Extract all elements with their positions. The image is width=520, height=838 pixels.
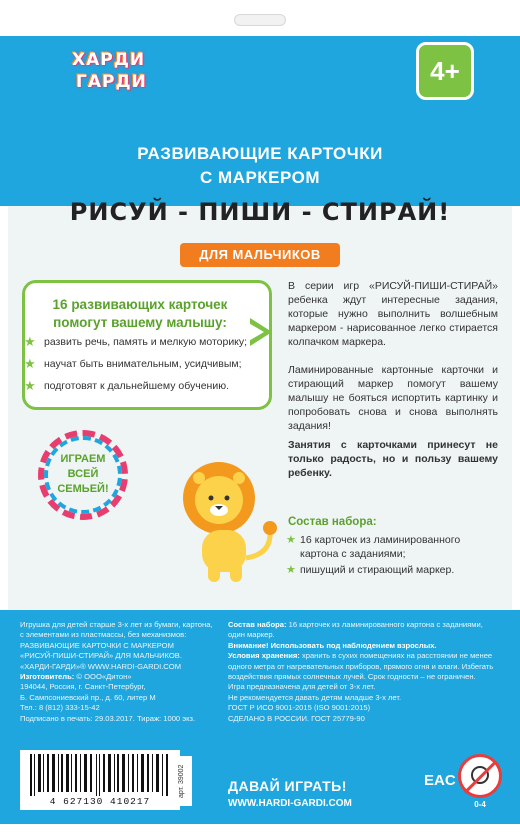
star-icon: ★ <box>286 564 296 576</box>
hang-hole <box>234 14 286 26</box>
legal-right-line: Не рекомендуется давать детям младше 3-х лет. <box>228 692 402 702</box>
composition-value: 16 карточек из ламинированного картона с заданиями, один маркер. <box>228 620 483 640</box>
benefit-item <box>24 378 274 393</box>
barcode <box>20 750 180 810</box>
manufacturer-label: Изготовитель: <box>20 672 75 682</box>
legal-right-line <box>228 641 500 651</box>
family-play-stamp <box>38 430 128 520</box>
series-title <box>60 142 460 190</box>
stamp-line-2: ВСЕЙ <box>67 468 99 480</box>
storage-label: Условия хранения: <box>228 651 300 661</box>
legal-info-right <box>228 620 500 724</box>
benefit-item <box>24 356 274 371</box>
star-icon: ★ <box>286 534 296 546</box>
legal-right-line: Игра предназначена для детей от 3-х лет. <box>228 682 376 692</box>
benefits-title: 16 развивающих карточек помогут вашему малышу: <box>52 297 228 330</box>
description-paragraph-1: В серии игр «РИСУЙ-ПИШИ-СТИРАЙ» ребенка ждут интересные задания, которые нужно выполнить волшебным маркером - нарисованное легко стирается колпачком маркера. <box>288 280 498 348</box>
composition-title: Состав набора: <box>288 516 377 528</box>
legal-left-line: Б. Сампсониевский пр., д. 60, литер М <box>20 692 156 702</box>
star-icon: ★ <box>24 356 36 371</box>
lion-illustration <box>174 458 284 588</box>
legal-left-line: «ХАРДИ-ГАРДИ»® WWW.HARDI-GARDI.COM <box>20 661 182 671</box>
legal-left-line: РАЗВИВАЮЩИЕ КАРТОЧКИ С МАРКЕРОМ <box>20 640 174 650</box>
legal-info-left <box>20 620 220 724</box>
description-paragraph-2: Ламинированные картонные карточки и стирающий маркер помогут вашему малышу не бояться испортить картинку и попробовать снова и снова выполнять задания! <box>288 364 498 432</box>
stamp-line-1: ИГРАЕМ <box>60 453 106 465</box>
product-name: РИСУЙ - ПИШИ - СТИРАЙ! <box>69 198 451 226</box>
age-badge: 4+ <box>416 42 474 100</box>
age-warning-label: 0-4 <box>474 800 486 809</box>
benefit-text: подготовят к дальнейшему обучению. <box>44 380 230 392</box>
legal-right-line <box>228 651 500 682</box>
composition-text: пишущий и стирающий маркер. <box>300 564 455 576</box>
legal-left-line: «РИСУЙ-ПИШИ-СТИРАЙ» ДЛЯ МАЛЬЧИКОВ. <box>20 651 182 661</box>
barcode-number: 4 627130 410217 <box>49 796 151 807</box>
composition-item <box>286 533 500 561</box>
eac-mark: EAC <box>424 772 456 789</box>
legal-left-line: Подписано в печать: 29.03.2017. Тираж: 1000 экз. <box>20 713 196 723</box>
legal-left-line: с элементами из пластмассы, без механизмов: <box>20 630 187 640</box>
benefit-text: научат быть внимательным, усидчивым; <box>44 358 242 370</box>
lets-play-slogan: ДАВАЙ ИГРАТЬ! <box>228 778 347 794</box>
benefit-item <box>24 334 274 349</box>
age-warning-icon <box>458 754 502 798</box>
series-title-line-1: РАЗВИВАЮЩИЕ КАРТОЧКИ <box>137 144 383 163</box>
website-url: WWW.HARDI-GARDI.COM <box>228 798 352 809</box>
legal-right-line <box>228 620 500 641</box>
legal-left-line: 194044, Россия, г. Санкт-Петербург, <box>20 682 146 692</box>
legal-right-line: СДЕЛАНО В РОССИИ. ГОСТ 25779-90 <box>228 713 365 723</box>
manufacturer-value: © ООО«Дитон» <box>74 672 132 682</box>
legal-left-line: Игрушка для детей старше 3-х лет из бумаги, картона, <box>20 620 213 629</box>
stamp-text <box>46 452 120 497</box>
composition-text: 16 карточек из ламинированного картона с заданиями; <box>300 534 461 560</box>
barcode-bars <box>28 754 172 796</box>
logo-line-2: ГАРДИ <box>76 72 147 92</box>
stamp-line-3: СЕМЬЕЙ! <box>57 483 109 495</box>
series-title-line-2: С МАРКЕРОМ <box>200 168 320 187</box>
warning-text: Внимание! Использовать под наблюдением взрослых. <box>228 640 437 650</box>
composition-item <box>286 563 500 577</box>
brand-logo <box>64 48 152 102</box>
legal-left-line: Тел.: 8 (812) 333-15-42 <box>20 703 100 713</box>
storage-value: хранить в сухих помещениях на расстоянии не менее одного метра от нагревательных приборов, прямого огня и влаги. Избегать воздействия прямых солнечных лучей. Срок годности – не ограничен. <box>228 651 494 682</box>
description-paragraph-3: Занятия с карточками принесут не только радость, но и пользу вашему ребенку. <box>288 439 498 479</box>
legal-left-line <box>20 672 220 682</box>
legal-right-line: ГОСТ Р ИСО 9001-2015 (ISO 9001:2015) <box>228 703 371 713</box>
article-number: арт. 39002 <box>178 756 192 806</box>
star-icon: ★ <box>24 378 36 393</box>
composition-label: Состав набора: <box>228 620 287 629</box>
star-icon: ★ <box>24 334 36 349</box>
bottom-edge <box>0 824 520 838</box>
logo-line-1: ХАРДИ <box>72 50 146 70</box>
product-subtitle-badge: ДЛЯ МАЛЬЧИКОВ <box>180 243 340 267</box>
benefit-text: развить речь, память и мелкую моторику; <box>44 336 248 348</box>
